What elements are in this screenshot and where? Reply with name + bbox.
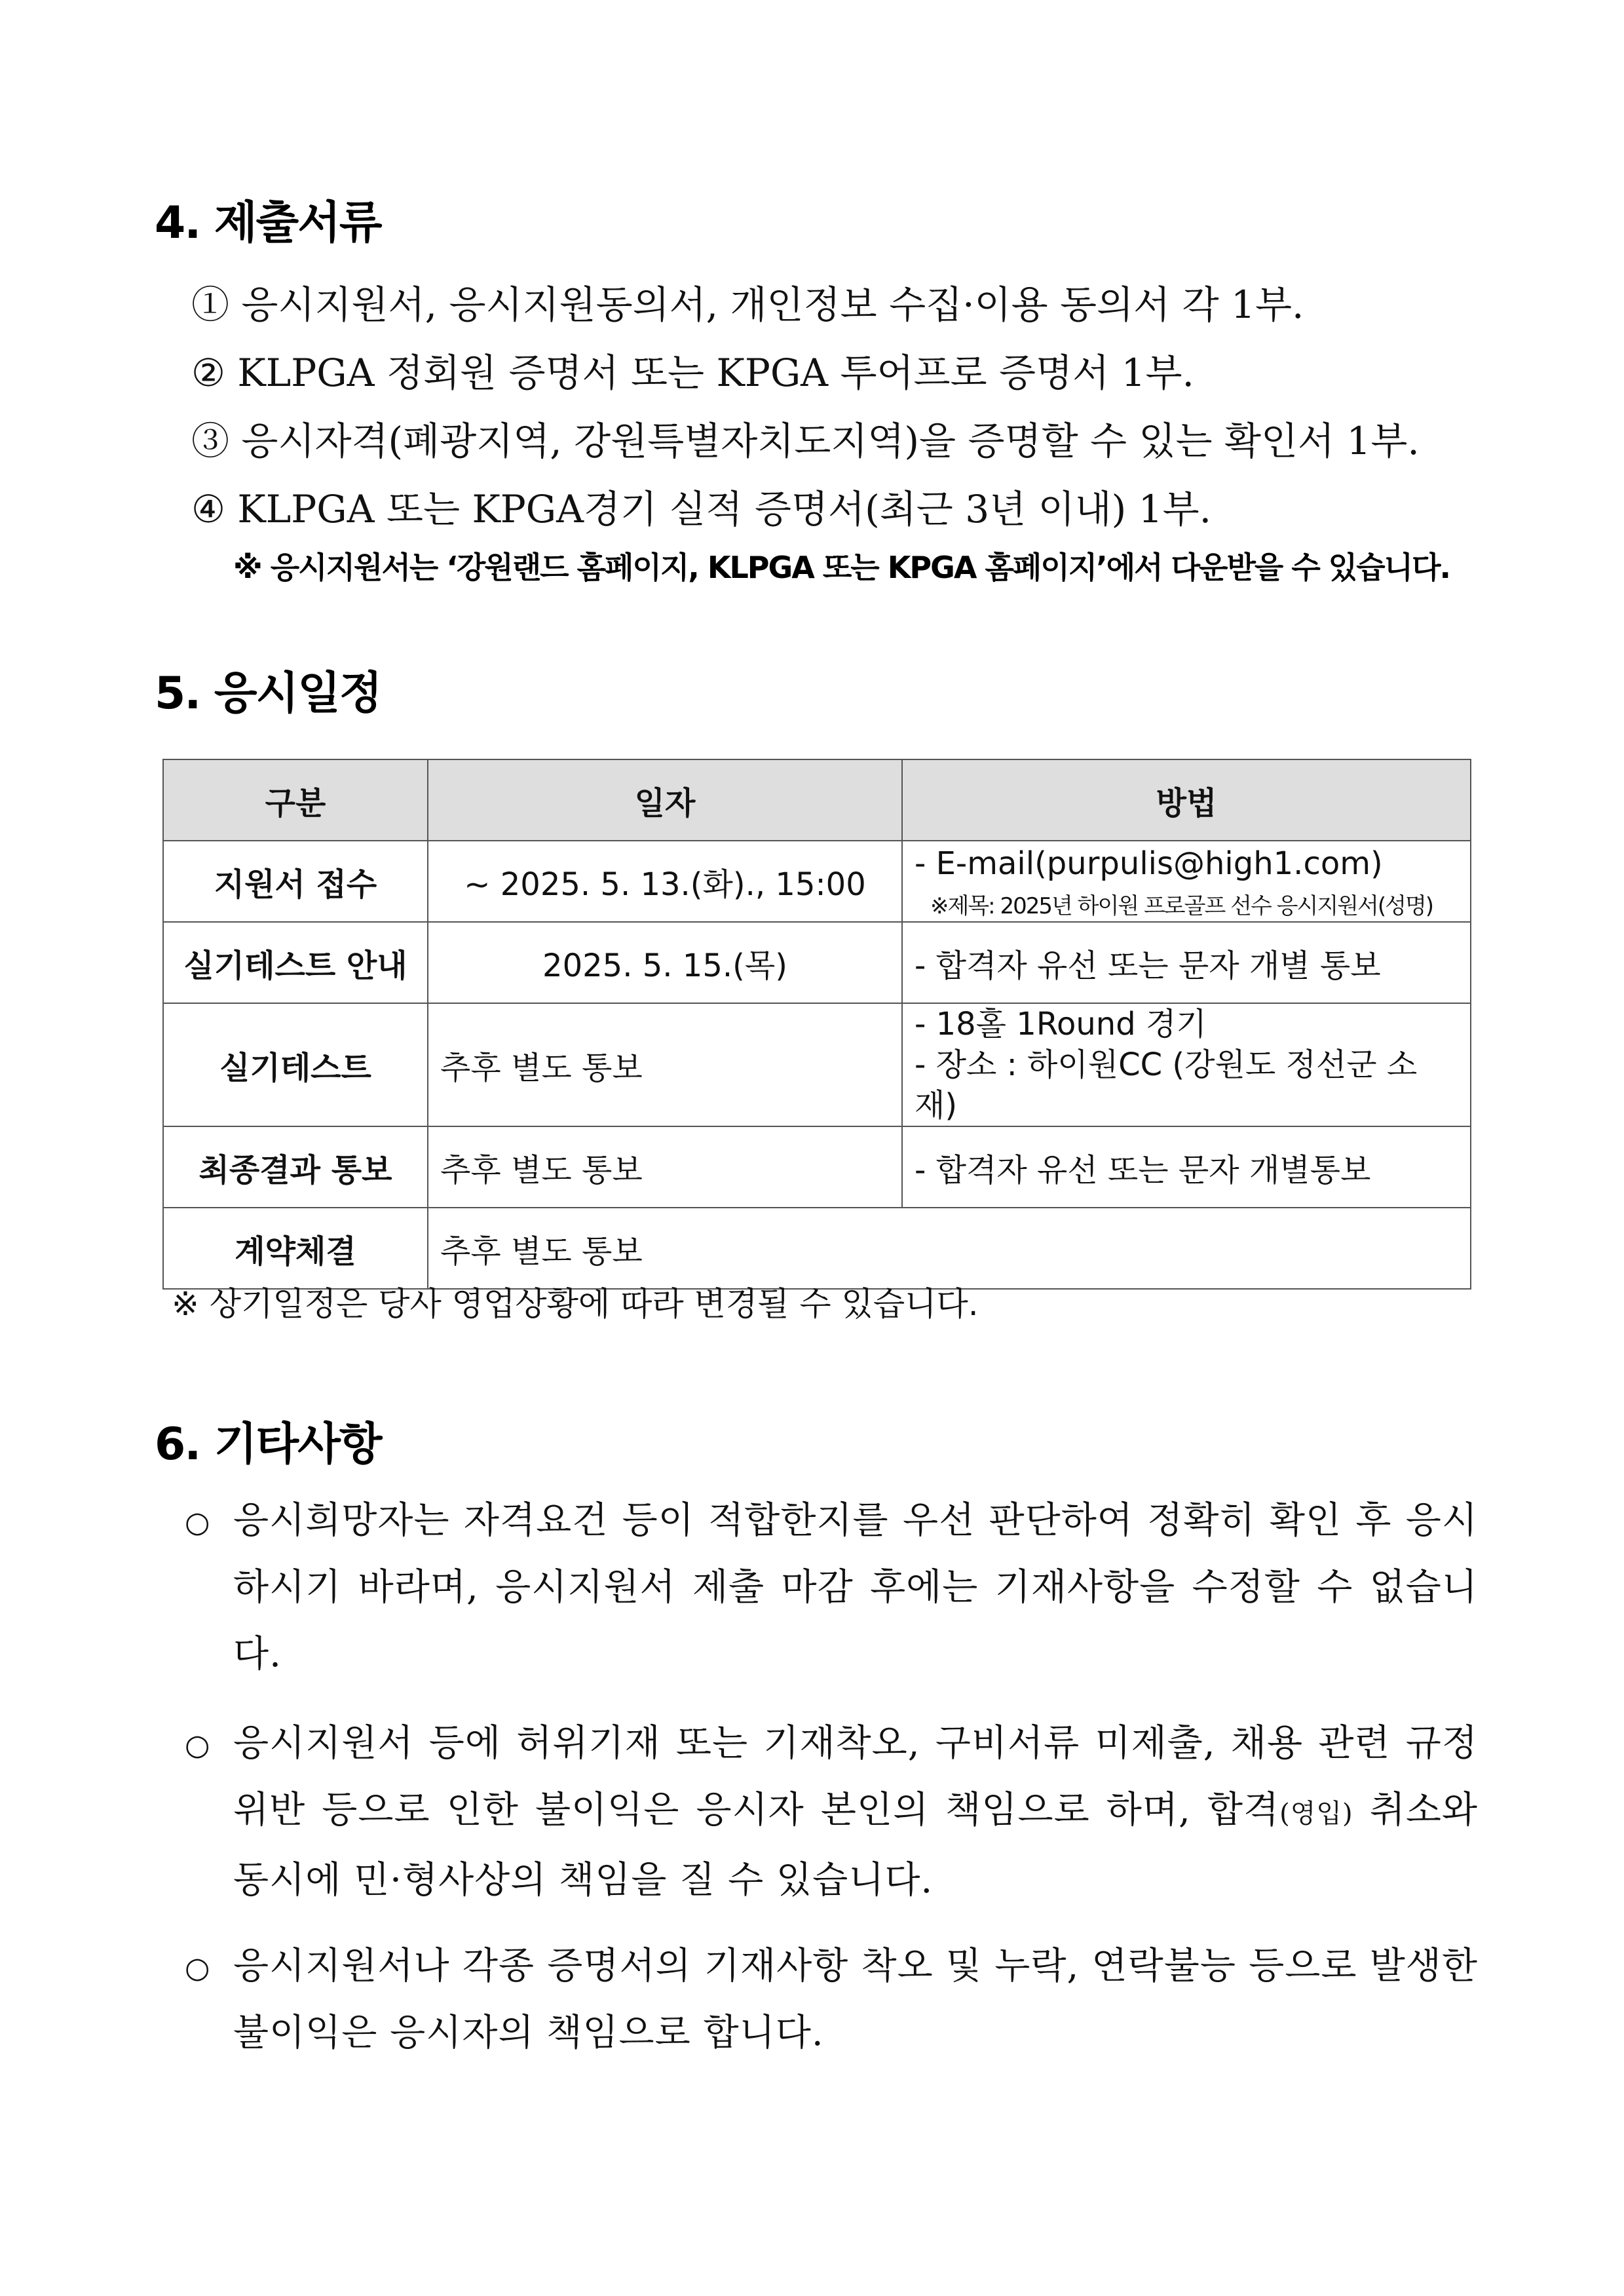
bullet-icon: ○ (185, 1951, 210, 1985)
table-header-row (163, 759, 1471, 841)
row-date: 2025. 5. 15.(목) (428, 922, 902, 1003)
schedule-table (162, 759, 1471, 1290)
row-method: - 합격자 유선 또는 문자 개별 통보 (902, 922, 1471, 1003)
note-paragraph-2-small: (영입) (1279, 1799, 1353, 1829)
table-row (163, 841, 1471, 922)
section-5-title: 5. 응시일정 (155, 668, 381, 719)
table-row (163, 1208, 1471, 1289)
row-date: ~ 2025. 5. 13.(화)., 15:00 (428, 841, 902, 922)
note-paragraph-2-text: 응시지원서 등에 허위기재 또는 기재착오, 구비서류 미제출, 채용 관련 규정위반 등으로 인한 불이익은 응시자 본인의 책임으로 하며, 합격 (233, 1722, 1478, 1831)
bullet-icon: ○ (185, 1506, 210, 1539)
schedule-note: ※ 상기일정은 당사 영업상황에 따라 변경될 수 있습니다. (172, 1285, 979, 1323)
row-label: 실기테스트 (163, 1003, 428, 1126)
download-note: ※ 응시지원서는 ‘강원랜드 홈페이지, KLPGA 또는 KPGA 홈페이지’에서 다운받을 수 있습니다. (233, 550, 1450, 585)
row-label: 계약체결 (163, 1208, 428, 1289)
note-paragraph-3: 응시지원서나 각종 증명서의 기재사항 착오 및 누락, 연락불능 등으로 발생한 불이익은 응시자의 책임으로 합니다. (233, 1945, 1478, 2054)
table-row (163, 922, 1471, 1003)
table-row (163, 1126, 1471, 1208)
row-date: 추후 별도 통보 (428, 1126, 902, 1208)
header-method: 방법 (902, 759, 1471, 841)
section-6-title: 6. 기타사항 (155, 1419, 381, 1470)
method-line-2: - 장소 : 하이원CC (강원도 정선군 소재) (915, 1046, 1418, 1124)
header-date: 일자 (428, 759, 902, 841)
method-email-subject: ※제목: 2025년 하이원 프로골프 선수 응시지원서(성명) (930, 892, 1433, 919)
row-label: 지원서 접수 (163, 841, 428, 922)
doc-item-3: ③ 응시자격(폐광지역, 강원특별자치도지역)을 증명할 수 있는 확인서 1부. (191, 419, 1420, 463)
row-date: 추후 별도 통보 (428, 1208, 1471, 1289)
row-method: - 합격자 유선 또는 문자 개별통보 (902, 1126, 1471, 1208)
doc-item-4: ④ KLPGA 또는 KPGA경기 실적 증명서(최근 3년 이내) 1부. (191, 487, 1212, 531)
note-paragraph-2 (233, 1710, 1478, 1914)
section-4-title: 4. 제출서류 (155, 197, 381, 249)
doc-item-1: ① 응시지원서, 응시지원동의서, 개인정보 수집·이용 동의서 각 1부. (191, 282, 1304, 327)
row-method (902, 841, 1471, 922)
method-email: - E-mail(purpulis@high1.com) (915, 845, 1383, 882)
bullet-icon: ○ (185, 1729, 210, 1762)
note-paragraph-2-end: 취소와 동시에 민·형사상의 책임을 질 수 있습니다. (233, 1789, 1479, 1902)
row-date: 추후 별도 통보 (428, 1003, 902, 1126)
header-category: 구분 (163, 759, 428, 841)
doc-item-2: ② KLPGA 정회원 증명서 또는 KPGA 투어프로 증명서 1부. (191, 351, 1194, 395)
method-line-1: - 18홀 1Round 경기 (915, 1006, 1207, 1043)
note-paragraph-1: 응시희망자는 자격요건 등이 적합한지를 우선 판단하여 정확히 확인 후 응시하시기 바라며, 응시지원서 제출 마감 후에는 기재사항을 수정할 수 없습니다. (233, 1499, 1478, 1675)
table-row (163, 1003, 1471, 1126)
row-label: 최종결과 통보 (163, 1126, 428, 1208)
row-method (902, 1003, 1471, 1126)
row-label: 실기테스트 안내 (163, 922, 428, 1003)
